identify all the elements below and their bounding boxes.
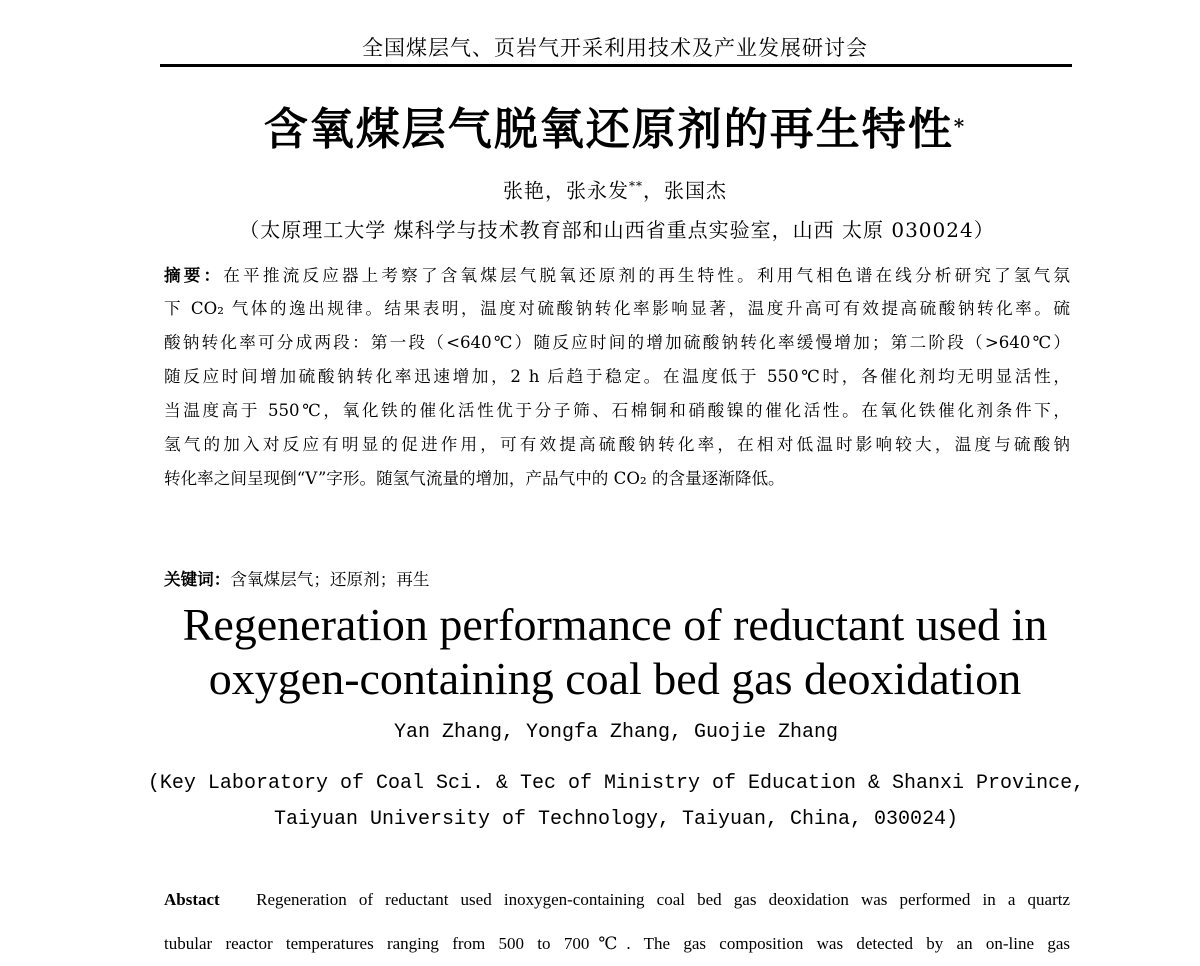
- english-title-line: oxygen-containing coal bed gas deoxidation: [208, 653, 1022, 704]
- chinese-abstract-line: 摘要：在平推流反应器上考察了含氧煤层气脱氧还原剂的再生特性。利用气相色谱在线分析研究了氢气氛: [164, 265, 1071, 285]
- chinese-abstract-line: 转化率之间呈现倒“V”字形。随氢气流量的增加，产品气中的 CO₂ 的含量逐渐降低。: [164, 469, 785, 488]
- english-affiliation-line: (Key Laboratory of Coal Sci. & Tec of Ministry of Education & Shanxi Province,: [147, 772, 1085, 795]
- chinese-abstract-line: 酸钠转化率可分成两段：第一段（<640℃）随反应时间的增加硫酸钠转化率缓慢增加；第二阶段（>640℃）: [164, 333, 1070, 352]
- chinese-authors: [0, 172, 1200, 205]
- chinese-abstract-label: 摘要：: [164, 265, 224, 285]
- author-footnote-mark: **: [629, 179, 643, 193]
- english-abstract-label: Abstact: [164, 890, 220, 909]
- english-abstract-line: tubular reactor temperatures ranging from 500 to 700℃. The gas composition was detected by an on-line gas: [164, 934, 1070, 953]
- english-abstract-line: Abstact Regeneration of reductant used inoxygen-containing coal bed gas deoxidation was performed in a quartz: [164, 890, 1070, 909]
- english-title-line: Regeneration performance of reductant used in: [182, 599, 1048, 650]
- english-title: [140, 598, 1090, 706]
- english-affiliation: [140, 766, 1092, 838]
- chinese-authors-first: 张艳，张永发: [503, 178, 629, 203]
- chinese-authors-rest: ，张国杰: [643, 178, 727, 203]
- chinese-abstract-line: 随反应时间增加硫酸钠转化率迅速增加，2 h 后趋于稳定。在温度低于 550℃时，各催化剂均无明显活性，: [164, 367, 1070, 386]
- chinese-title-text: 含氧煤层气脱氧还原剂的再生特性: [263, 104, 954, 155]
- chinese-affiliation: （太原理工大学 煤科学与技术教育部和山西省重点实验室，山西 太原 030024）: [239, 218, 995, 242]
- english-authors: Yan Zhang, Yongfa Zhang, Guojie Zhang: [393, 721, 839, 744]
- chinese-keywords-label: 关键词：: [164, 569, 231, 589]
- running-header: 全国煤层气、页岩气开采利用技术及产业发展研讨会: [362, 36, 868, 60]
- title-footnote-mark: *: [953, 114, 967, 138]
- chinese-keywords: [164, 566, 1070, 593]
- english-affiliation-line: Taiyuan University of Technology, Taiyuan, China, 030024): [273, 808, 959, 831]
- chinese-title: [0, 102, 1200, 158]
- header-rule: [160, 64, 1072, 67]
- english-abstract: [164, 878, 1070, 966]
- chinese-abstract-line: 下 CO₂ 气体的逸出规律。结果表明，温度对硫酸钠转化率影响显著，温度升高可有效提高硫酸钠转化率。硫: [164, 299, 1070, 318]
- chinese-keywords-text: 含氧煤层气；还原剂；再生: [230, 570, 430, 589]
- chinese-abstract: [164, 258, 1070, 496]
- chinese-abstract-line: 当温度高于 550℃，氧化铁的催化活性优于分子筛、石棉铜和硝酸镍的催化活性。在氧化铁催化剂条件下，: [164, 401, 1070, 420]
- chinese-abstract-line: 氢气的加入对反应有明显的促进作用，可有效提高硫酸钠转化率，在相对低温时影响较大，温度与硫酸钠: [164, 435, 1070, 454]
